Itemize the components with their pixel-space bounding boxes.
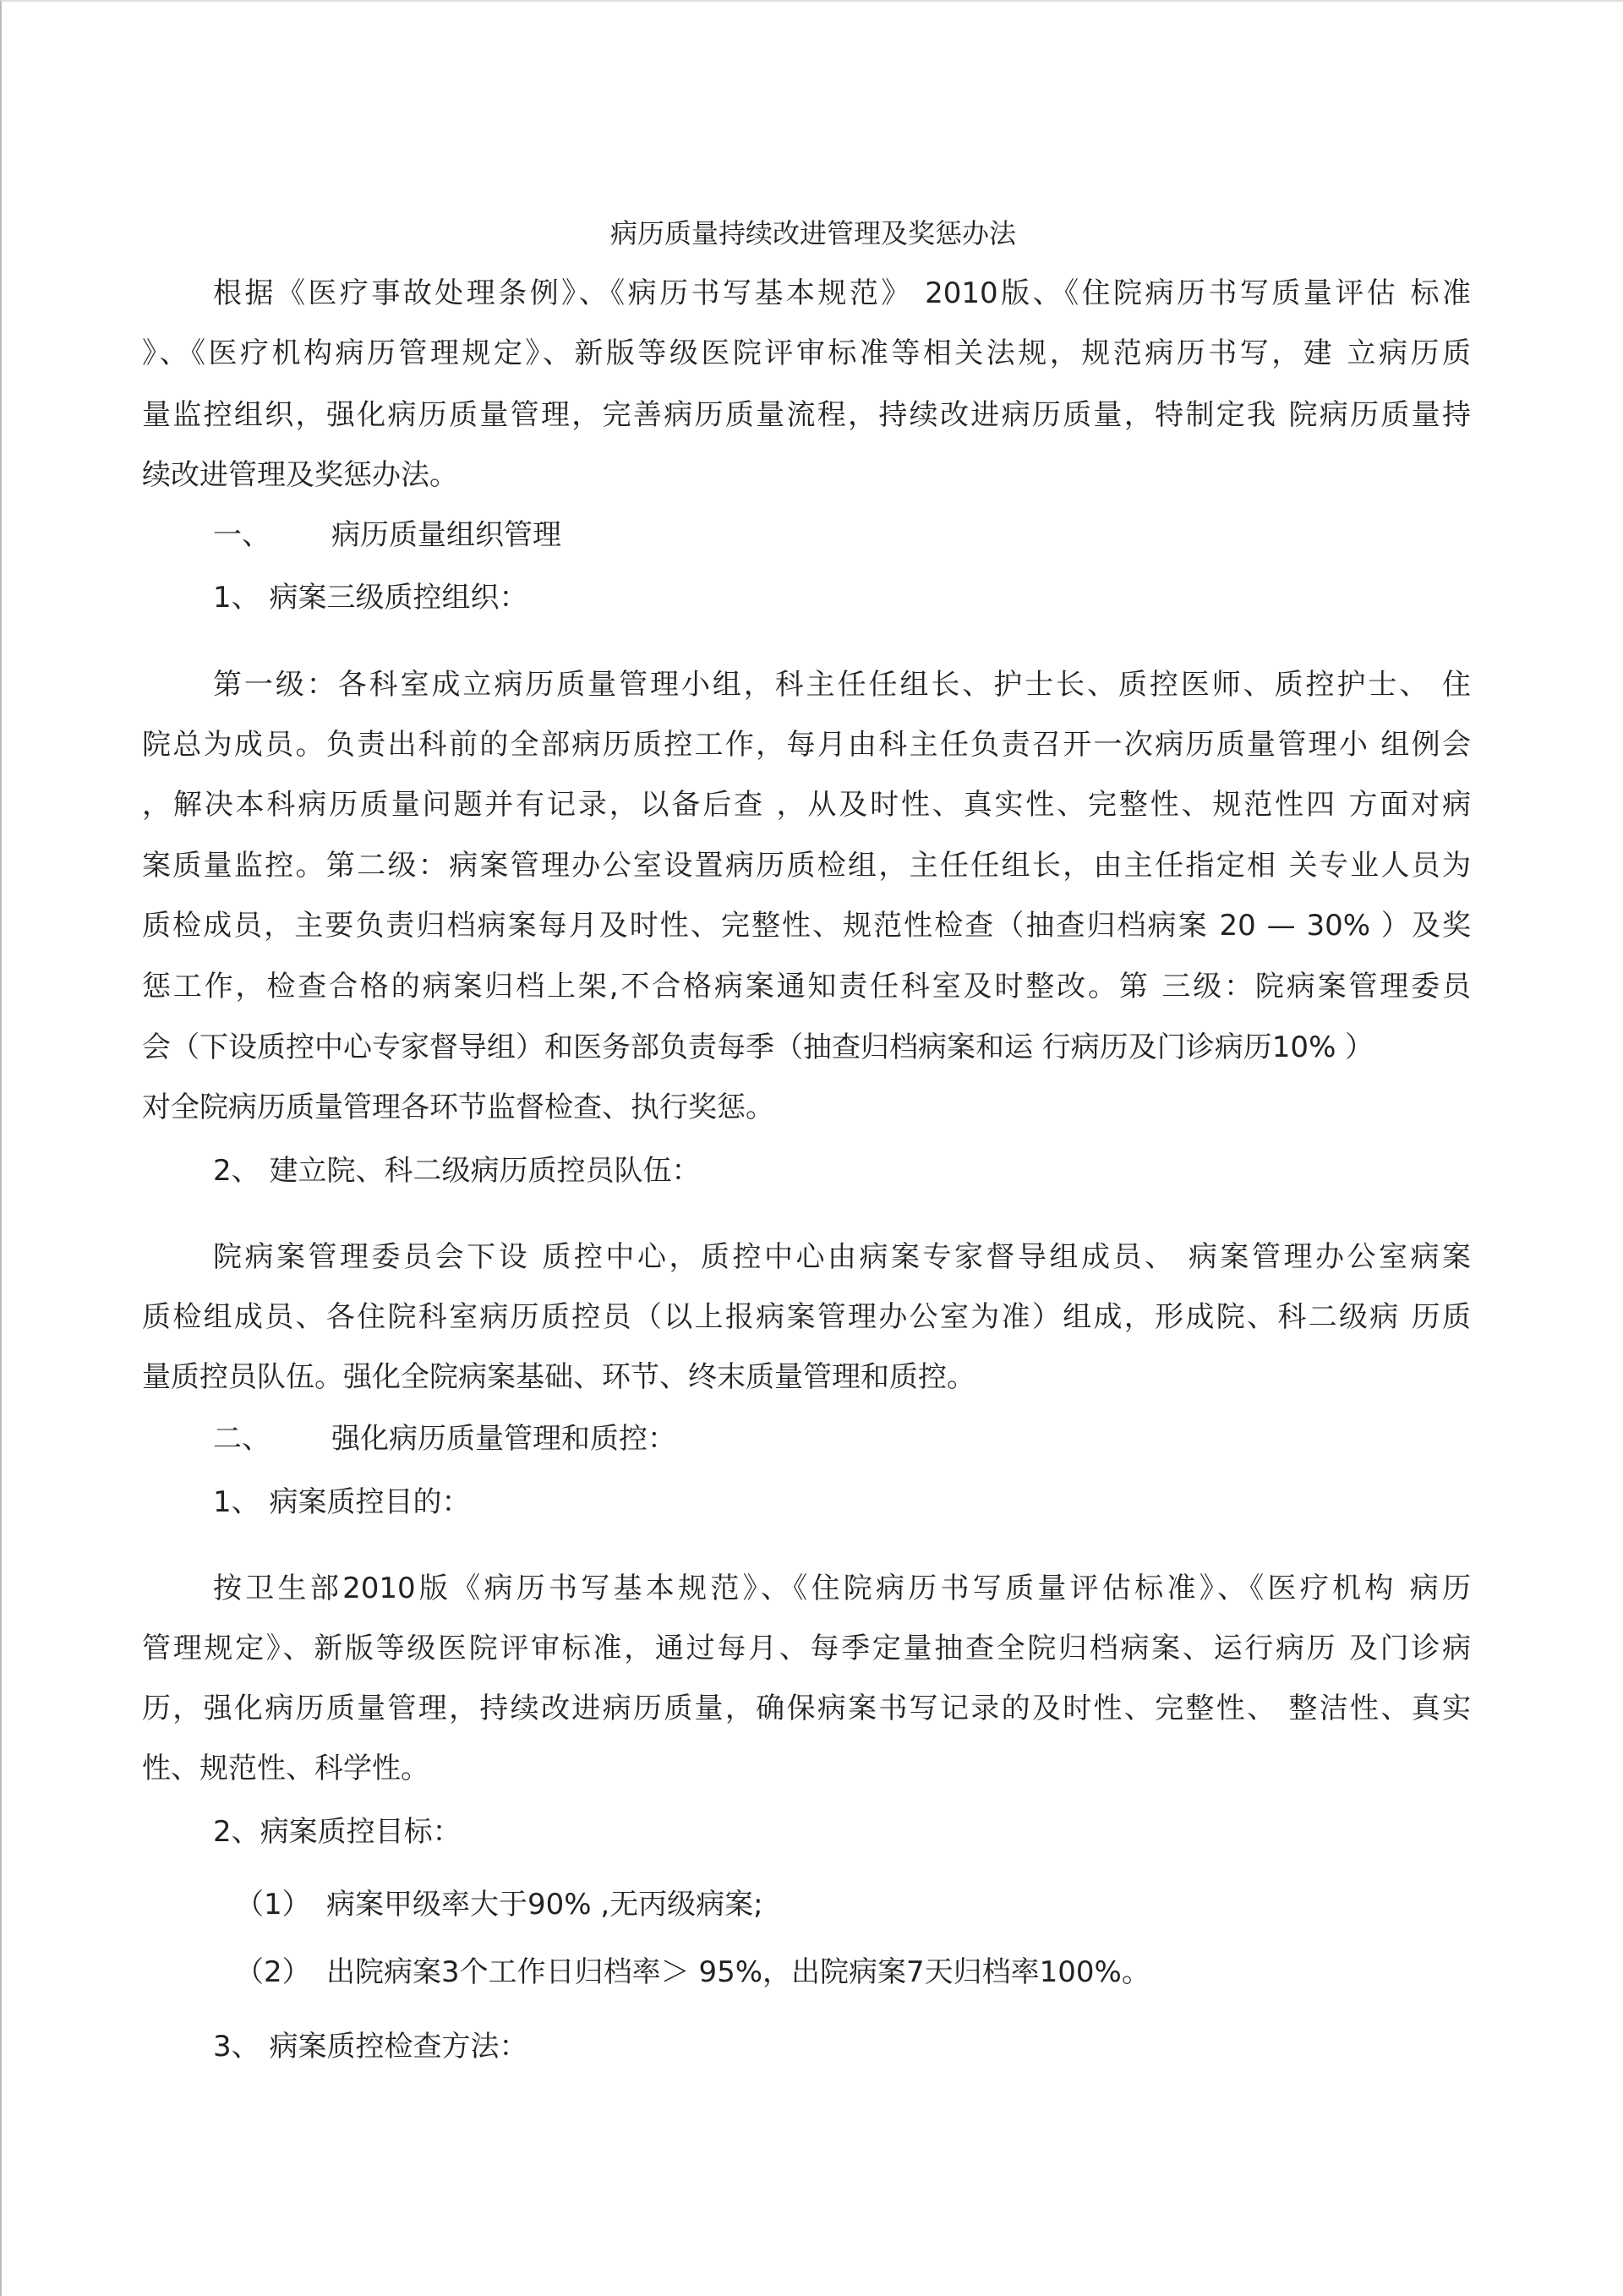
section-heading-1 bbox=[213, 517, 561, 554]
paragraph-line: 院病案管理委员会下设 质控中心，质控中心由病案专家督导组成员、 病案管理办公室病案 bbox=[213, 1240, 1471, 1274]
paragraph-line: 质检成员，主要负责归档病案每月及时性、完整性、规范性检查（抽查归档病案 20 — 30% ）及奖 bbox=[142, 909, 1471, 943]
paragraph-line: 质检组成员、各住院科室病历质控员（以上报病案管理办公室为准）组成，形成院、科二级病 历质 bbox=[142, 1300, 1471, 1334]
paragraph-line: 量质控员队伍。强化全院病案基础、环节、终末质量管理和质控。 bbox=[142, 1360, 975, 1394]
item-heading: 2、 建立院、科二级病历质控员队伍： bbox=[213, 1154, 701, 1188]
goal-number: （1） bbox=[235, 1888, 311, 1922]
section-label: 病历质量组织管理 bbox=[331, 518, 561, 552]
paragraph-line: 会（下设质控中心专家督导组）和医务部负责每季（抽查归档病案和运 行病历及门诊病历10% ） bbox=[142, 1030, 1374, 1064]
goal-item bbox=[235, 1886, 763, 1923]
paragraph-line: 对全院病历质量管理各环节监督检查、执行奖惩。 bbox=[142, 1091, 774, 1124]
item-heading: 1、 病案质控目的： bbox=[213, 1485, 471, 1519]
paragraph-line: 历，强化病历质量管理，持续改进病历质量，确保病案书写记录的及时性、完整性、 整洁性、真实 bbox=[142, 1692, 1471, 1725]
paragraph-line: 管理规定》、新版等级医院评审标准，通过每月、每季定量抽查全院归档病案、运行病历 及门诊病 bbox=[142, 1632, 1471, 1665]
section-label: 强化病历质量管理和质控： bbox=[331, 1422, 676, 1456]
paragraph-line: 按卫生部2010版《病历书写基本规范》、《住院病历书写质量评估标准》、《医疗机构 病历 bbox=[213, 1572, 1471, 1605]
item-heading: 1、 病案三级质控组织： bbox=[213, 581, 528, 615]
intro-line: 续改进管理及奖惩办法。 bbox=[142, 458, 458, 492]
intro-line: 根据《医疗事故处理条例》、《病历书写基本规范》 2010版、《住院病历书写质量评估 标准 bbox=[213, 276, 1471, 310]
paragraph-line: 惩工作，检查合格的病案归档上架,不合格病案通知责任科室及时整改。第 三级：院病案管理委员 bbox=[142, 970, 1471, 1003]
intro-line: 量监控组织，强化病历质量管理，完善病历质量流程，持续改进病历质量，特制定我 院病历质量持 bbox=[142, 398, 1471, 432]
paragraph-line: 性、规范性、科学性。 bbox=[142, 1752, 429, 1785]
intro-line: 》、《医疗机构病历管理规定》、新版等级医院评审标准等相关法规，规范病历书写，建 立病历质 bbox=[142, 336, 1471, 370]
section-heading-2 bbox=[213, 1420, 676, 1457]
paragraph-line: 案质量监控。第二级：病案管理办公室设置病历质检组，主任任组长，由主任指定相 关专业人员为 bbox=[142, 849, 1471, 883]
goal-text: 病案甲级率大于90% ,无丙级病案; bbox=[326, 1888, 763, 1922]
document-title: 病历质量持续改进管理及奖惩办法 bbox=[609, 217, 1016, 249]
item-heading: 3、 病案质控检查方法： bbox=[213, 2030, 528, 2064]
paragraph-line: 院总为成员。负责出科前的全部病历质控工作，每月由科主任负责召开一次病历质量管理小 组例会 bbox=[142, 728, 1471, 762]
section-number: 二、 bbox=[213, 1422, 270, 1456]
goal-item bbox=[235, 1954, 1150, 1991]
paragraph-line: ，解决本科病历质量问题并有记录，以备后查 ，从及时性、真实性、完整性、规范性四 方面对病 bbox=[142, 788, 1471, 822]
paragraph-line: 第一级：各科室成立病历质量管理小组，科主任任组长、护士长、质控医师、质控护士、 住 bbox=[213, 668, 1471, 702]
item-heading: 2、病案质控目标： bbox=[213, 1815, 462, 1849]
goal-number: （2） bbox=[235, 1955, 311, 1989]
goal-text: 出院病案3个工作日归档率＞ 95%，出院病案7天归档率100%。 bbox=[326, 1955, 1150, 1989]
section-number: 一、 bbox=[213, 518, 270, 552]
